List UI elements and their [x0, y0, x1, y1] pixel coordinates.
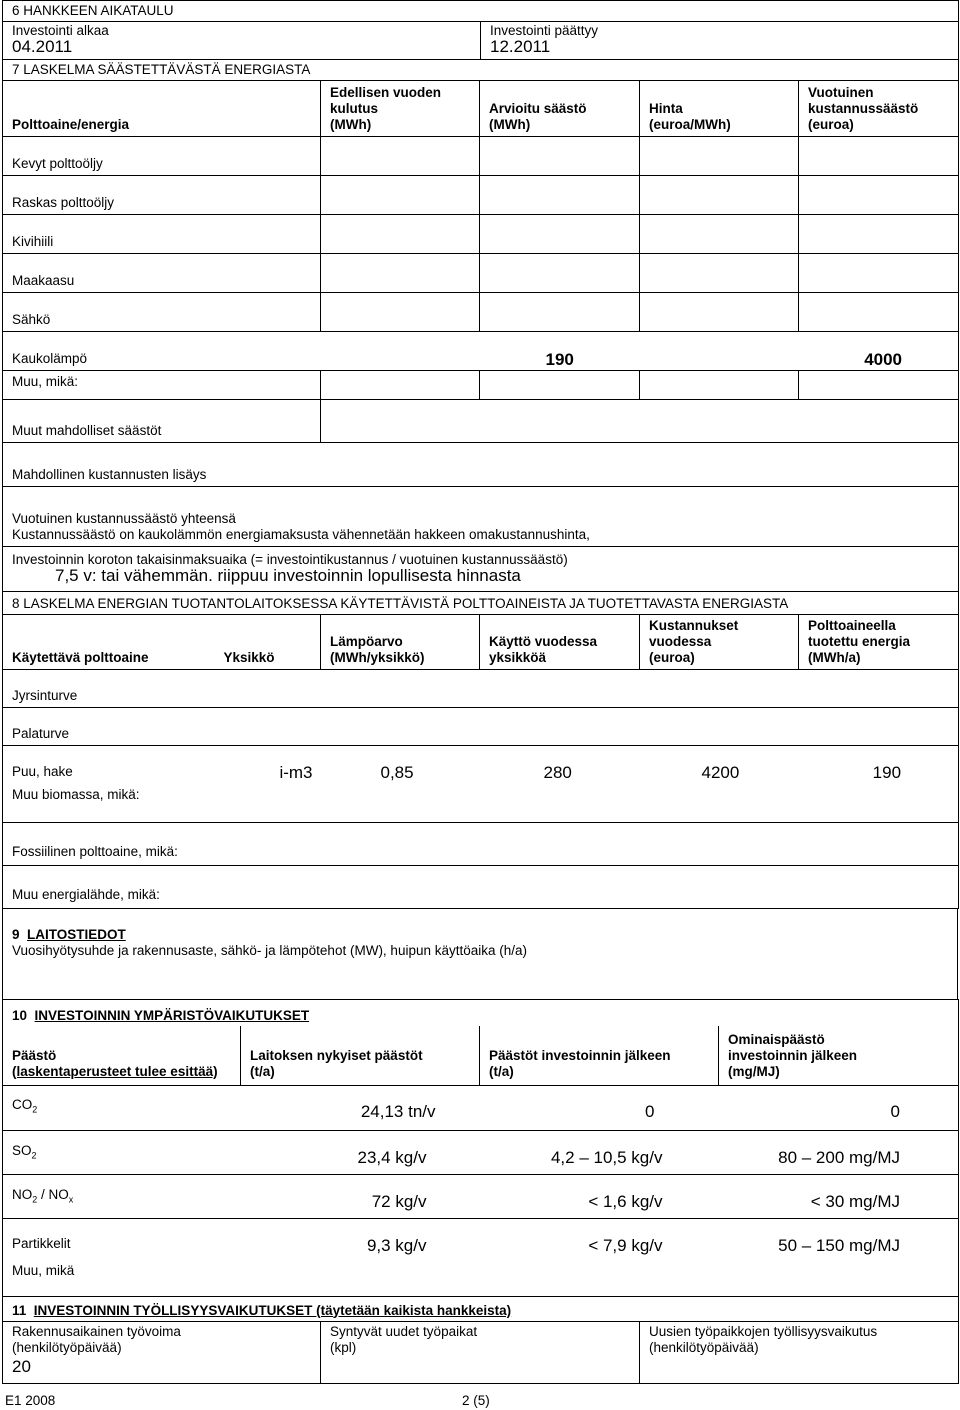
row-label: Muu energialähde, mikä:: [3, 866, 959, 909]
row-label: Muu biomassa, mikä:: [3, 783, 959, 823]
section-11-table: [2, 1296, 959, 1384]
row-label: Jyrsinturve: [3, 670, 959, 708]
emission-label: [3, 1085, 241, 1130]
table-row: [3, 1218, 959, 1262]
row-label: Fossiilinen polttoaine, mikä:: [3, 823, 959, 866]
emission-base-2: / NO: [37, 1186, 69, 1202]
emission-base: NO: [12, 1186, 33, 1202]
row-label: Kivihiili: [3, 215, 321, 254]
col-header-specific-line2: investoinnin jälkeen: [728, 1047, 858, 1063]
page-number: 2 (5): [462, 1393, 490, 1408]
investment-start-value: 04.2011: [12, 37, 73, 56]
col-header-fuel-used: Käytettävä polttoaine: [3, 615, 215, 670]
cell-heat-value[interactable]: 0,85: [321, 746, 480, 783]
cell-specific[interactable]: < 30 mg/MJ: [719, 1174, 959, 1218]
payback-label: Investoinnin koroton takaisinmaksuaika (= investointikustannus / vuotuinen kustannussäästö): [12, 552, 568, 567]
section-9-description: Vuosihyötysuhde ja rakennusaste, sähkö- ja lämpötehot (MW), huipun käyttöaika (h/a): [12, 943, 528, 958]
payback-value[interactable]: 7,5 v: tai vähemmän. riippuu investoinnin lopullisesta hinnasta: [55, 566, 521, 585]
col-header-usage-line2: yksikköä: [489, 650, 547, 665]
section-7-table: [2, 59, 959, 592]
other-savings-row: [3, 400, 959, 443]
col-header-produced: [799, 615, 959, 670]
cell-unit[interactable]: i-m3: [215, 746, 321, 783]
cost-increase-label: Mahdollinen kustannusten lisäys: [3, 443, 959, 487]
col-header-produced-line2: tuotettu energia: [808, 634, 911, 649]
employment-col1-line2: (henkilötyöpäivää): [12, 1339, 122, 1355]
cell-price[interactable]: [640, 371, 799, 400]
section-6-title: 6 HANKKEEN AIKATAULU: [3, 1, 959, 22]
cell-annual[interactable]: [799, 176, 959, 215]
employment-col2-line2: (kpl): [330, 1339, 357, 1355]
cell-saving[interactable]: [480, 293, 640, 332]
table-row: [3, 176, 959, 215]
table-row: [3, 1130, 959, 1174]
total-note: Kustannussäästö on kaukolämmön energiamaksusta vähennetään hakkeen omakustannushinta,: [12, 527, 590, 542]
emission-label: [3, 1174, 241, 1218]
investment-end-value: 12.2011: [490, 37, 551, 56]
col-header-annual-line3: (euroa): [808, 117, 854, 132]
row-label: Palaturve: [3, 708, 959, 746]
row-label: Sähkö: [3, 293, 321, 332]
section-10-table: [2, 999, 959, 1297]
col-header-saving: [480, 81, 640, 137]
col-header-produced-line3: (MWh/a): [808, 650, 861, 665]
employment-col1-line1: Rakennusaikainen työvoima: [12, 1323, 181, 1339]
emission-sub-2: x: [68, 1194, 74, 1205]
investment-start-label: Investointi alkaa: [12, 23, 109, 38]
cell-saving[interactable]: [480, 371, 640, 400]
col-header-current-emissions: [241, 1026, 480, 1085]
cell-specific[interactable]: 80 – 200 mg/MJ: [719, 1130, 959, 1174]
col-header-unit: Yksikkö: [215, 615, 321, 670]
table-row: [3, 137, 959, 176]
table-row: [3, 708, 959, 746]
cell-produced[interactable]: 190: [799, 746, 959, 783]
section-10-heading: INVESTOINNIN YMPÄRISTÖVAIKUTUKSET: [34, 1008, 310, 1023]
employment-col1-value[interactable]: 20: [12, 1356, 31, 1376]
cell-prev[interactable]: [321, 332, 480, 371]
col-header-annual-line1: Vuotuinen: [808, 85, 874, 100]
col-header-price: [640, 81, 799, 137]
col-header-saving-line1: Arvioitu säästö: [489, 101, 587, 116]
col-header-specific-line3: (mg/MJ): [728, 1063, 780, 1079]
cell-prev[interactable]: [321, 176, 480, 215]
cell-annual[interactable]: [799, 293, 959, 332]
cell-price[interactable]: [640, 293, 799, 332]
col-header-heat-line2: (MWh/yksikkö): [330, 650, 425, 665]
form-code: E1 2008: [5, 1393, 56, 1408]
col-header-saving-line2: (MWh): [489, 117, 531, 132]
col-header-heat-line1: Lämpöarvo: [330, 634, 403, 649]
cell-saving[interactable]: [480, 137, 640, 176]
employment-col-new-jobs: [321, 1321, 640, 1383]
cell-price[interactable]: [640, 254, 799, 293]
cell-annual[interactable]: [799, 215, 959, 254]
col-header-current-line1: Laitoksen nykyiset päästöt: [250, 1047, 423, 1063]
cell-annual[interactable]: 4000: [799, 332, 959, 371]
cell-specific[interactable]: 0: [719, 1085, 959, 1130]
emission-sub: 2: [31, 1150, 37, 1161]
col-header-emission: [3, 1026, 241, 1085]
row-label: Raskas polttoöljy: [3, 176, 321, 215]
col-header-after-line2: (t/a): [489, 1063, 514, 1079]
cell-price[interactable]: [640, 332, 799, 371]
table-row: [3, 215, 959, 254]
row-label: Kaukolämpö: [3, 332, 321, 371]
col-header-emission-line2: (laskentaperusteet tulee esittää): [12, 1063, 218, 1079]
cell-annual[interactable]: [799, 371, 959, 400]
total-row: [3, 487, 959, 547]
table-row: [3, 866, 959, 909]
cell-saving[interactable]: [480, 215, 640, 254]
section-10-number: 10: [12, 1008, 28, 1023]
section-9-number: 9: [12, 927, 20, 942]
col-header-fuel: Polttoaine/energia: [3, 81, 321, 137]
section-8-table: [2, 591, 959, 909]
cell-prev[interactable]: [321, 215, 480, 254]
cell-prev[interactable]: [321, 371, 480, 400]
col-header-usage: [480, 615, 640, 670]
section-7-title: 7 LASKELMA SÄÄSTETTÄVÄSTÄ ENERGIASTA: [3, 60, 959, 81]
row-label: Muu, mikä:: [3, 371, 321, 400]
employment-col3-line2: (henkilötyöpäivää): [649, 1339, 759, 1355]
cell-saving[interactable]: 190: [480, 332, 640, 371]
col-header-specific-emission: [719, 1026, 959, 1085]
table-row: [3, 1174, 959, 1218]
table-row: [3, 670, 959, 708]
table-row: [3, 293, 959, 332]
cell-prev[interactable]: [321, 137, 480, 176]
section-8-title: 8 LASKELMA ENERGIAN TUOTANTOLAITOKSESSA KÄYTETTÄVISTÄ POLTTOAINEISTA JA TUOTETTAVASTA ENERGIASTA: [3, 592, 959, 615]
col-header-costs-line2: vuodessa: [649, 634, 712, 649]
payback-cell: [3, 547, 959, 592]
col-header-prev-line2: kulutus: [330, 101, 379, 116]
section-11-number: 11: [12, 1302, 27, 1318]
cell-after[interactable]: < 1,6 kg/v: [480, 1174, 719, 1218]
cell-current[interactable]: 72 kg/v: [241, 1174, 480, 1218]
cell-prev[interactable]: [321, 293, 480, 332]
employment-col3-line1: Uusien työpaikkojen työllisyysvaikutus: [649, 1323, 878, 1339]
table-row: [3, 783, 959, 823]
col-header-costs: [640, 615, 799, 670]
emission-base: CO: [12, 1096, 33, 1112]
investment-end-label: Investointi päättyy: [490, 23, 599, 38]
col-header-specific-line1: Ominaispäästö: [728, 1031, 825, 1047]
section-8-header-row: [3, 615, 959, 670]
col-header-produced-line1: Polttoaineella: [808, 618, 896, 633]
col-header-costs-line1: Kustannukset: [649, 618, 739, 633]
emission-label: Muu, mikä: [3, 1262, 959, 1296]
cell-price[interactable]: [640, 176, 799, 215]
cell-annual[interactable]: [799, 137, 959, 176]
table-row: [3, 746, 959, 783]
investment-start-cell: [3, 22, 481, 60]
cell-annual[interactable]: [799, 254, 959, 293]
col-header-heat-value: [321, 615, 480, 670]
col-header-after-emissions: [480, 1026, 719, 1085]
emission-base: SO: [12, 1142, 32, 1158]
col-header-emission-line1: Päästö: [12, 1047, 57, 1063]
other-savings-value[interactable]: [321, 400, 959, 443]
section-7-header-row: [3, 81, 959, 137]
section-10-title: [3, 1000, 959, 1027]
section-9-heading: LAITOSTIEDOT: [27, 927, 126, 942]
col-header-costs-line3: (euroa): [649, 650, 695, 665]
other-savings-label: Muut mahdolliset säästöt: [3, 400, 321, 443]
cell-saving[interactable]: [480, 254, 640, 293]
cell-current[interactable]: 24,13 tn/v: [241, 1085, 480, 1130]
table-row: [3, 823, 959, 866]
table-row: [3, 332, 959, 371]
emission-label: [3, 1130, 241, 1174]
cell-saving[interactable]: [480, 176, 640, 215]
row-label: Maakaasu: [3, 254, 321, 293]
table-row: [3, 1085, 959, 1130]
col-header-annual-saving: [799, 81, 959, 137]
table-row: [3, 1262, 959, 1296]
emission-sub: 2: [32, 1194, 38, 1205]
emission-sub: 2: [32, 1104, 38, 1115]
total-cell: [3, 487, 959, 547]
col-header-price-line1: Hinta: [649, 101, 683, 116]
table-row: [3, 254, 959, 293]
section-9-title: [12, 927, 948, 943]
investment-end-cell: [481, 22, 959, 60]
cell-price[interactable]: [640, 215, 799, 254]
employment-col-job-effect: [640, 1321, 959, 1383]
col-header-prev-line3: (MWh): [330, 117, 372, 132]
cell-current[interactable]: 9,3 kg/v: [241, 1218, 480, 1262]
section-9-cell: [3, 909, 958, 1000]
section-6-table: [2, 0, 959, 60]
cell-specific[interactable]: 50 – 150 mg/MJ: [719, 1218, 959, 1262]
cell-after[interactable]: < 7,9 kg/v: [480, 1218, 719, 1262]
row-label: Kevyt polttoöljy: [3, 137, 321, 176]
section-11-title: [3, 1296, 959, 1321]
col-header-after-line1: Päästöt investoinnin jälkeen: [489, 1047, 671, 1063]
cell-current[interactable]: 23,4 kg/v: [241, 1130, 480, 1174]
cell-usage[interactable]: 280: [480, 746, 640, 783]
page-footer: [5, 1393, 490, 1408]
cost-increase-row: [3, 443, 959, 487]
cell-costs[interactable]: 4200: [640, 746, 799, 783]
table-row: [3, 371, 959, 400]
col-header-usage-line1: Käyttö vuodessa: [489, 634, 598, 649]
col-header-current-line2: (t/a): [250, 1063, 275, 1079]
employment-col-construction: [3, 1321, 321, 1383]
cell-after[interactable]: 0: [480, 1085, 719, 1130]
col-header-price-line2: (euroa/MWh): [649, 117, 731, 132]
emission-label: Partikkelit: [3, 1218, 241, 1262]
cell-prev[interactable]: [321, 254, 480, 293]
total-label: Vuotuinen kustannussäästö yhteensä: [12, 511, 236, 526]
section-11-heading: INVESTOINNIN TYÖLLISYYSVAIKUTUKSET (täytetään kaikista hankkeista): [33, 1302, 512, 1318]
cell-after[interactable]: 4,2 – 10,5 kg/v: [480, 1130, 719, 1174]
section-9-table: [2, 908, 958, 1000]
form-page: [2, 0, 958, 1384]
row-label: Puu, hake: [3, 746, 215, 783]
col-header-prev-consumption: [321, 81, 480, 137]
col-header-prev-line1: Edellisen vuoden: [330, 85, 442, 100]
payback-row: [3, 547, 959, 592]
section-10-header-row: [3, 1026, 959, 1085]
cell-price[interactable]: [640, 137, 799, 176]
col-header-annual-line2: kustannussäästö: [808, 101, 919, 116]
employment-col2-line1: Syntyvät uudet työpaikat: [330, 1323, 478, 1339]
